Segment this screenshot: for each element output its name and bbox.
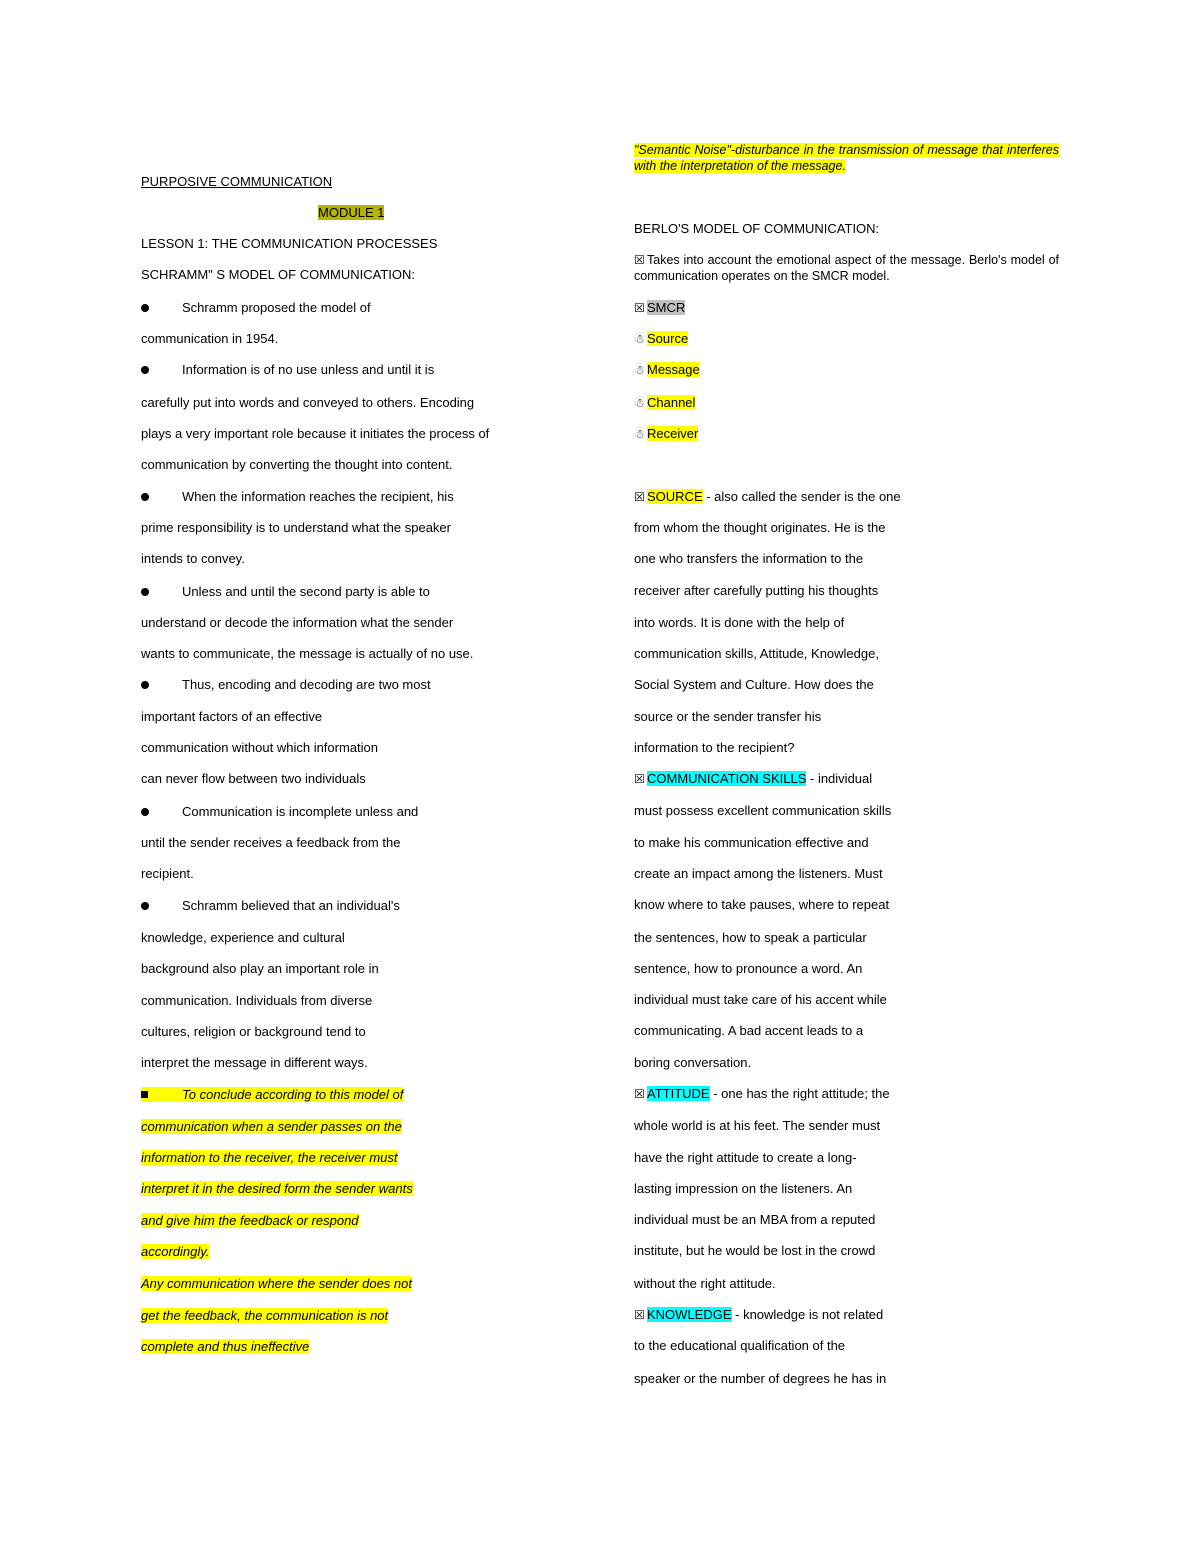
conclusion-line: accordingly. bbox=[141, 1244, 210, 1259]
list-item-cont: communication in 1954. bbox=[141, 331, 279, 346]
checkbox-icon: ☒ bbox=[634, 253, 645, 267]
attitude-line: whole world is at his feet. The sender must bbox=[634, 1118, 881, 1133]
berlo-heading: BERLO'S MODEL OF COMMUNICATION: bbox=[634, 221, 880, 236]
smcr-item-source: ☃ Source bbox=[634, 331, 689, 346]
smcr-label: ☒ SMCR bbox=[634, 300, 686, 315]
comm-skills-line: know where to take pauses, where to repeat bbox=[634, 897, 890, 912]
conclusion-line: and give him the feedback or respond bbox=[141, 1213, 359, 1228]
list-item: Thus, encoding and decoding are two most bbox=[141, 677, 431, 693]
comm-skills-line: sentence, how to pronounce a word. An bbox=[634, 961, 863, 976]
conclusion-line: information to the receiver, the receiver must bbox=[141, 1150, 398, 1165]
list-item: Schramm believed that an individual's bbox=[141, 898, 400, 914]
attitude-line: lasting impression on the listeners. An bbox=[634, 1181, 853, 1196]
list-item-cont: interpret the message in different ways. bbox=[141, 1055, 368, 1070]
comm-skills-line: to make his communication effective and bbox=[634, 835, 869, 850]
conclusion-line: interpret it in the desired form the sender wants bbox=[141, 1181, 413, 1196]
source-line: one who transfers the information to the bbox=[634, 551, 864, 566]
list-item: When the information reaches the recipient, his bbox=[141, 489, 454, 505]
comm-skills-line: boring conversation. bbox=[634, 1055, 752, 1070]
source-line: communication skills, Attitude, Knowledge, bbox=[634, 646, 879, 661]
knowledge-section: ☒ KNOWLEDGE - knowledge is not related bbox=[634, 1307, 884, 1322]
list-item: Information is of no use unless and until it is bbox=[141, 362, 434, 378]
source-section: ☒ SOURCE - also called the sender is the one bbox=[634, 489, 901, 504]
sub-bullet-icon: ☃ bbox=[634, 363, 645, 377]
conclusion-line: Any communication where the sender does not bbox=[141, 1276, 412, 1291]
semantic-noise-note: "Semantic Noise"-disturbance in the transmission of message that interferes with the interpretation of the message. bbox=[634, 143, 1059, 173]
checkbox-icon: ☒ bbox=[634, 301, 645, 315]
bullet-icon bbox=[141, 681, 149, 689]
document-title: PURPOSIVE COMMUNICATION bbox=[141, 174, 333, 189]
list-item-cont: intends to convey. bbox=[141, 551, 245, 566]
conclusion-line: communication when a sender passes on the bbox=[141, 1119, 402, 1134]
attitude-section: ☒ ATTITUDE - one has the right attitude; the bbox=[634, 1086, 890, 1101]
list-item-cont: communication by converting the thought into content. bbox=[141, 457, 453, 472]
comm-skills-line: create an impact among the listeners. Must bbox=[634, 866, 883, 881]
comm-skills-line: must possess excellent communication skills bbox=[634, 803, 892, 818]
bullet-icon bbox=[141, 808, 149, 816]
list-item: Communication is incomplete unless and bbox=[141, 804, 418, 820]
conclusion-line: get the feedback, the communication is not bbox=[141, 1308, 389, 1323]
comm-skills-line: the sentences, how to speak a particular bbox=[634, 930, 867, 945]
list-item-cont: plays a very important role because it initiates the process of bbox=[141, 426, 490, 441]
source-line: information to the recipient? bbox=[634, 740, 795, 755]
attitude-line: individual must be an MBA from a reputed bbox=[634, 1212, 876, 1227]
knowledge-line: speaker or the number of degrees he has in bbox=[634, 1371, 887, 1386]
checkbox-icon: ☒ bbox=[634, 490, 645, 504]
list-item-cont: communication without which information bbox=[141, 740, 378, 755]
conclusion-line: complete and thus ineffective bbox=[141, 1339, 310, 1354]
list-item-cont: until the sender receives a feedback from the bbox=[141, 835, 401, 850]
comm-skills-line: communicating. A bad accent leads to a bbox=[634, 1023, 864, 1038]
comm-skills-section: ☒ COMMUNICATION SKILLS - individual bbox=[634, 771, 873, 786]
sub-bullet-icon: ☃ bbox=[634, 427, 645, 441]
source-line: Social System and Culture. How does the bbox=[634, 677, 874, 692]
attitude-line: institute, but he would be lost in the crowd bbox=[634, 1243, 876, 1258]
list-item-cont: can never flow between two individuals bbox=[141, 771, 366, 786]
source-line: from whom the thought originates. He is the bbox=[634, 520, 886, 535]
bullet-icon bbox=[141, 902, 149, 910]
list-item-cont: important factors of an effective bbox=[141, 709, 323, 724]
checkbox-icon: ☒ bbox=[634, 1308, 645, 1322]
smcr-item-channel: ☃ Channel bbox=[634, 395, 696, 410]
source-line: source or the sender transfer his bbox=[634, 709, 822, 724]
module-label bbox=[318, 205, 384, 221]
list-item-cont: prime responsibility is to understand what the speaker bbox=[141, 520, 451, 535]
sub-bullet-icon: ☃ bbox=[634, 396, 645, 410]
lesson-heading: LESSON 1: THE COMMUNICATION PROCESSES bbox=[141, 236, 438, 251]
module-label-text: MODULE 1 bbox=[318, 205, 385, 220]
list-item-cont: carefully put into words and conveyed to others. Encoding bbox=[141, 395, 475, 410]
list-item: Unless and until the second party is able to bbox=[141, 584, 430, 600]
conclusion-item: To conclude according to this model of bbox=[141, 1087, 403, 1103]
checkbox-icon: ☒ bbox=[634, 1087, 645, 1101]
sub-bullet-icon: ☃ bbox=[634, 332, 645, 346]
bullet-icon bbox=[141, 588, 149, 596]
berlo-intro: ☒ Takes into account the emotional aspect of the message. Berlo's model of communication operates on the SMCR model. bbox=[634, 253, 1059, 283]
list-item-cont: background also play an important role in bbox=[141, 961, 379, 976]
bullet-square-icon bbox=[141, 1091, 148, 1098]
source-line: into words. It is done with the help of bbox=[634, 615, 845, 630]
comm-skills-line: individual must take care of his accent while bbox=[634, 992, 887, 1007]
schramm-heading: SCHRAMM" S MODEL OF COMMUNICATION: bbox=[141, 267, 416, 282]
source-line: receiver after carefully putting his thoughts bbox=[634, 583, 879, 598]
smcr-item-receiver: ☃ Receiver bbox=[634, 426, 699, 441]
list-item-cont: knowledge, experience and cultural bbox=[141, 930, 345, 945]
knowledge-line: to the educational qualification of the bbox=[634, 1338, 846, 1353]
bullet-icon bbox=[141, 304, 149, 312]
list-item-cont: recipient. bbox=[141, 866, 194, 881]
bullet-icon bbox=[141, 493, 149, 501]
list-item-cont: understand or decode the information what the sender bbox=[141, 615, 454, 630]
attitude-line: have the right attitude to create a long- bbox=[634, 1150, 857, 1165]
list-item-cont: communication. Individuals from diverse bbox=[141, 993, 373, 1008]
list-item: Schramm proposed the model of bbox=[141, 300, 371, 316]
checkbox-icon: ☒ bbox=[634, 772, 645, 786]
smcr-item-message: ☃ Message bbox=[634, 362, 700, 377]
attitude-line: without the right attitude. bbox=[634, 1276, 776, 1291]
bullet-icon bbox=[141, 366, 149, 374]
list-item-cont: wants to communicate, the message is actually of no use. bbox=[141, 646, 474, 661]
list-item-cont: cultures, religion or background tend to bbox=[141, 1024, 366, 1039]
